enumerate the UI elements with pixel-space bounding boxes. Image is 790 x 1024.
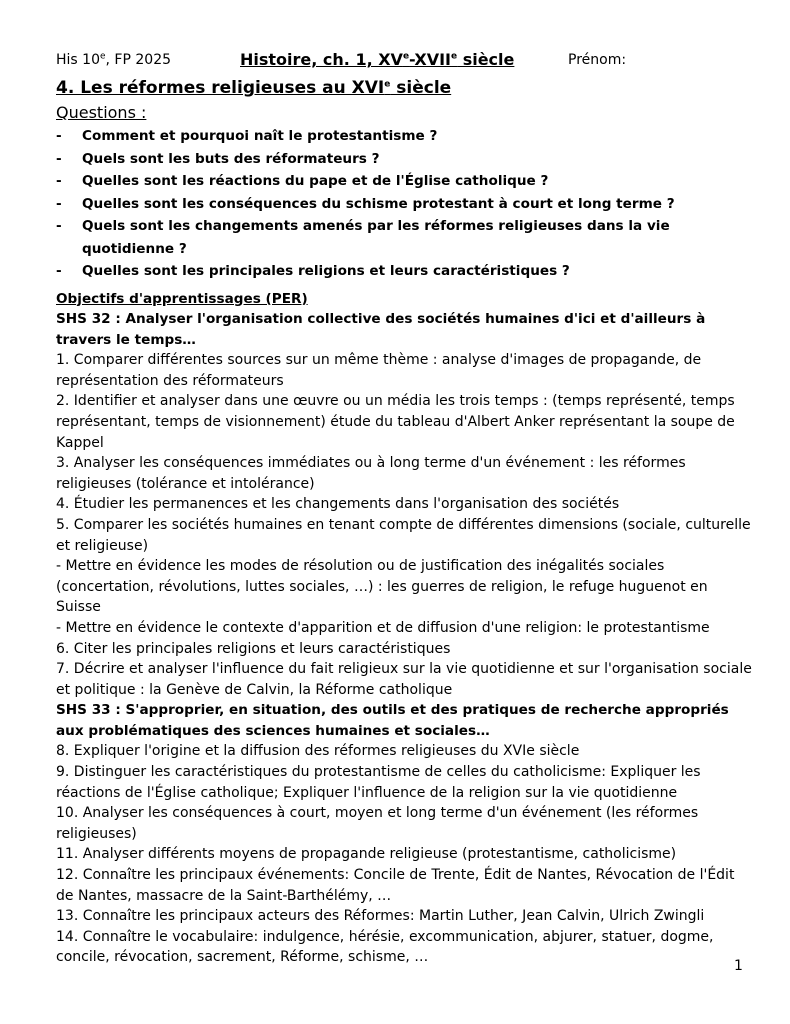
objective-item: 10. Analyser les conséquences à court, moyen et long terme d'un événement (les réformes religieuses): [56, 805, 699, 842]
bullet-dash: -: [56, 263, 62, 279]
question-item: - Quelles sont les principales religions et leurs caractéristiques ?: [56, 260, 756, 283]
page-content: [56, 50, 756, 968]
objective-item: 3. Analyser les conséquences immédiates ou à long terme d'un événement : les réformes religieuses (tolérance et intolérance): [56, 455, 686, 492]
bullet-dash: -: [56, 150, 62, 167]
objectives-heading: Objectifs d'apprentissages (PER): [56, 290, 308, 307]
question-item: - Quels sont les changements amenés par les réformes religieuses dans la vie quotidienne ?: [56, 215, 756, 260]
section-title: 4. Les réformes religieuses au XVIe siècle: [56, 78, 452, 98]
objective-item: 14. Connaître le vocabulaire: indulgence, hérésie, excommunication, abjurer, statuer, dogme, concile, révocation, sacrement, Réforme, schisme, …: [56, 928, 714, 966]
question-item: - Comment et pourquoi naît le protestantisme ?: [56, 125, 756, 148]
bullet-dash: -: [56, 173, 62, 189]
objective-subitem: - Mettre en évidence le contexte d'apparition et de diffusion d'une religion: le protestantisme: [56, 619, 710, 636]
objective-subitem: - Mettre en évidence les modes de résolution ou de justification des inégalités sociales (concertation, révolutions, luttes sociales, …) : les guerres de religion, le refuge huguenot en Suisse: [56, 558, 708, 616]
shs33-heading: SHS 33 : S'approprier, en situation, des outils et des pratiques de recherche appropriés aux problématiques des sciences humaines et sociales…: [56, 702, 729, 739]
objective-item: 6. Citer les principales religions et leurs caractéristiques: [56, 640, 451, 657]
objective-item: 2. Identifier et analyser dans une œuvre ou un média les trois temps : (temps représenté, temps représentant, temps de visionnement) étude du tableau d'Albert Anker représentant la soupe de Kappel: [56, 393, 735, 451]
questions-heading: Questions :: [56, 103, 147, 122]
objective-item: 4. Étudier les permanences et les changements dans l'organisation des sociétés: [56, 496, 620, 513]
objective-item: 11. Analyser différents moyens de propagande religieuse (protestantisme, catholicisme): [56, 846, 677, 863]
objective-item: 9. Distinguer les caractéristiques du protestantisme de celles du catholicisme: Expliquer les réactions de l'Église catholique; Expliquer l'influence de la religion sur la vie quotidienne: [56, 764, 701, 801]
questions-list: [56, 125, 756, 283]
question-item: - Quelles sont les conséquences du schisme protestant à court et long terme ?: [56, 193, 756, 216]
course-code: His 10e, FP 2025: [56, 51, 172, 68]
bullet-dash: -: [56, 218, 62, 234]
objective-item: 12. Connaître les principaux événements: Concile de Trente, Édit de Nantes, Révocation de l'Édit de Nantes, massacre de la Saint-Barthélémy, …: [56, 867, 735, 904]
objective-item: 5. Comparer les sociétés humaines en tenant compte de différentes dimensions (sociale, culturelle et religieuse): [56, 516, 751, 554]
bullet-dash: -: [56, 195, 62, 212]
header: [56, 50, 756, 72]
prenom-label: Prénom:: [568, 52, 627, 68]
objective-item: 7. Décrire et analyser l'influence du fait religieux sur la vie quotidienne et sur l'organisation sociale et politique : la Genève de Calvin, la Réforme catholique: [56, 661, 752, 698]
chapter-title: Histoire, ch. 1, XVe-XVIIe siècle: [240, 50, 515, 69]
objective-item: 1. Comparer différentes sources sur un même thème : analyse d'images de propagande, de représentation des réformateurs: [56, 352, 702, 389]
objective-item: 13. Connaître les principaux acteurs des Réformes: Martin Luther, Jean Calvin, Ulrich Zwingli: [56, 908, 705, 925]
question-item: - Quelles sont les réactions du pape et de l'Église catholique ?: [56, 170, 756, 193]
question-item: - Quels sont les buts des réformateurs ?: [56, 148, 756, 171]
objective-item: 8. Expliquer l'origine et la diffusion des réformes religieuses du XVIe siècle: [56, 743, 580, 760]
shs32-heading: SHS 32 : Analyser l'organisation collective des sociétés humaines d'ici et d'ailleurs à travers le temps…: [56, 311, 706, 348]
bullet-dash: -: [56, 128, 62, 144]
page-number: 1: [734, 958, 743, 974]
